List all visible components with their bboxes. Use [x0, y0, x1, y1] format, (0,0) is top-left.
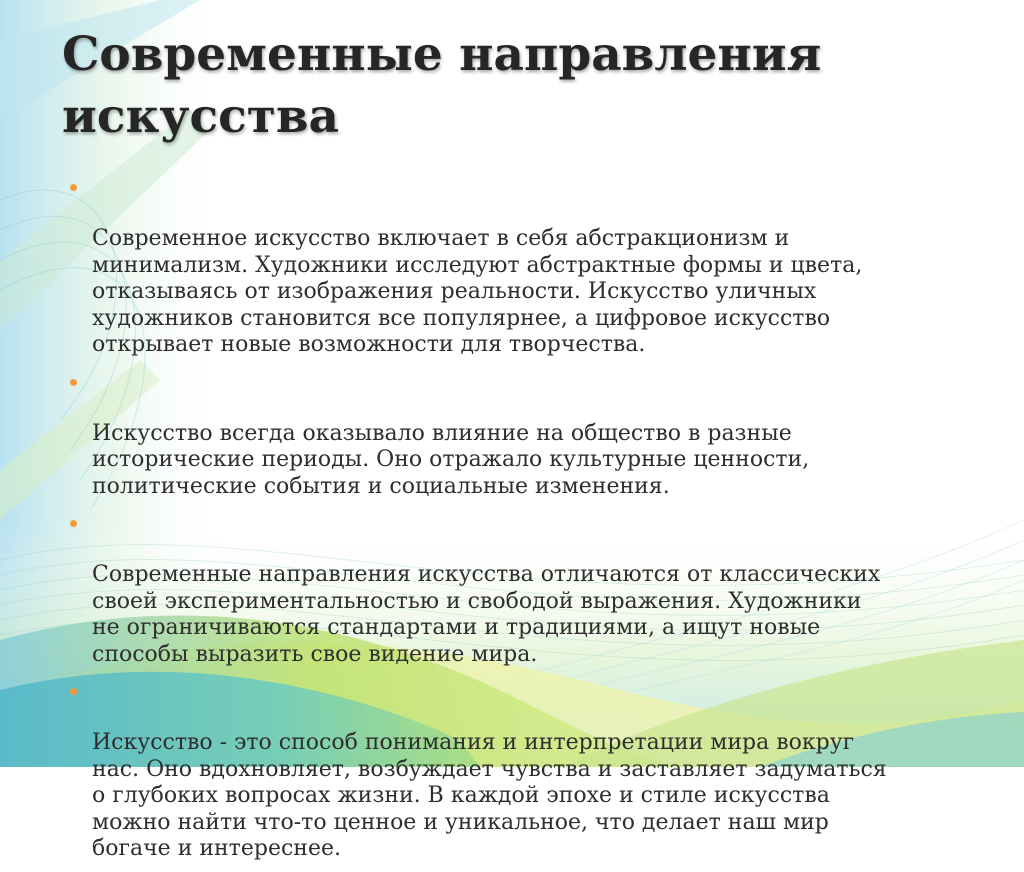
bullet-dot-icon — [70, 184, 77, 191]
bullet-item — [70, 368, 970, 501]
bullet-text: Современные направления искусства отличаются от классических своей экспериментальностью и свободой выражения. Художники не ограничиваются стандартами и традициями, а ищут новые способы выразить свое видение мира. — [92, 562, 881, 667]
bullet-dot-icon — [70, 688, 77, 695]
slide-title: Современные направления искусства — [62, 27, 822, 144]
bullet-item — [70, 509, 970, 668]
bullet-item — [70, 173, 970, 359]
bullet-text: Искусство всегда оказывало влияние на общество в разные исторические периоды. Оно отражало культурные ценности, политические события и социальные изменения. — [92, 420, 810, 499]
bullet-text: Современное искусство включает в себя абстракционизм и минимализм. Художники исследуют абстрактные формы и цвета, отказываясь от изображения реальности. Искусство уличных художников становится все популярнее, а цифровое искусство открывает новые возможности для творчества. — [92, 226, 863, 357]
bullet-dot-icon — [70, 520, 77, 527]
bullet-dot-icon — [70, 379, 77, 386]
bullet-text: Искусство - это способ понимания и интерпретации мира вокруг нас. Оно вдохновляет, возбуждает чувства и заставляет задуматься о глубоких вопросах жизни. В каждой эпохе и стиле искусства можно найти что-то ценное и уникальное, что делает наш мир богаче и интереснее. — [92, 730, 887, 861]
bullet-list — [70, 173, 970, 872]
bullet-item — [70, 677, 970, 863]
